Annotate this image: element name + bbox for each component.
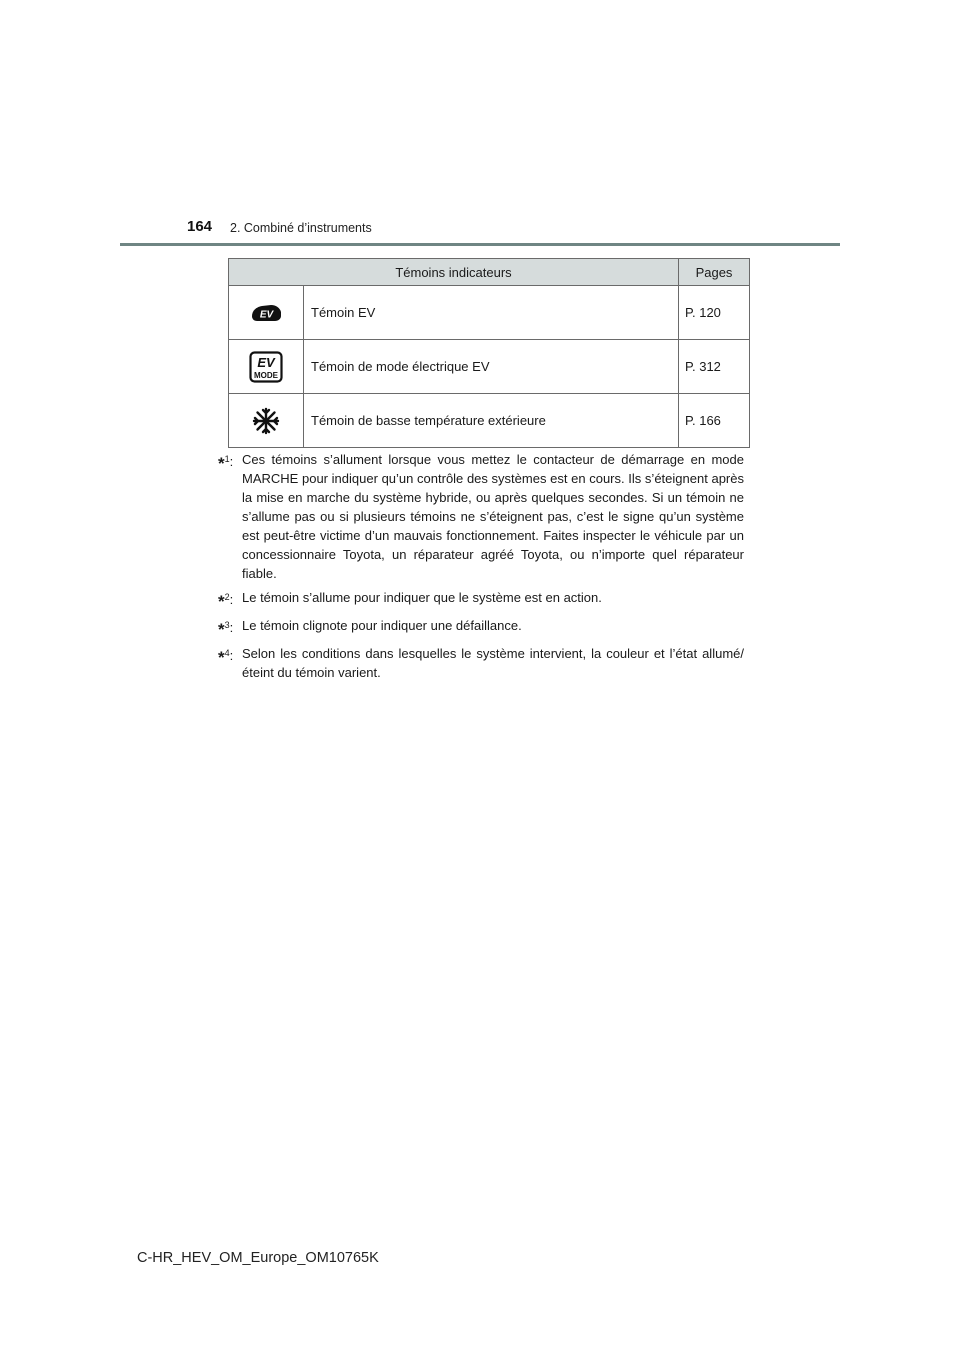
footnote-separator: :	[229, 454, 234, 469]
footnote-text: Le témoin s’allume pour indiquer que le système est en action.	[242, 590, 602, 605]
footnote-asterisk: *	[218, 620, 225, 639]
document-code: C-HR_HEV_OM_Europe_OM10765K	[137, 1250, 379, 1266]
footnote-asterisk: *	[218, 648, 225, 667]
indicator-table	[228, 258, 750, 448]
ev-mode-icon-text-ev: EV	[257, 354, 275, 370]
ev-indicator-icon	[249, 304, 283, 319]
indicator-label: Témoin de basse température extérieure	[304, 394, 679, 448]
footnote-text: Selon les conditions dans lesquelles le système intervient, la couleur et l’état allumé/éteint du témoin varient.	[242, 646, 744, 680]
indicator-label: Témoin EV	[304, 286, 679, 340]
ev-mode-indicator-icon	[249, 354, 283, 380]
footnote-number: 3	[224, 620, 230, 630]
footnote-asterisk: *	[218, 454, 225, 473]
footnote-number: 2	[224, 592, 230, 602]
section-title: 2. Combiné d’instruments	[230, 221, 372, 235]
footnote-3	[218, 616, 744, 639]
footnote-2	[218, 588, 744, 611]
snowflake-icon	[252, 412, 280, 427]
header-divider	[120, 243, 840, 246]
page-number: 164	[187, 218, 213, 235]
table-header-row	[229, 259, 750, 286]
footnote-text: Le témoin clignote pour indiquer une défaillance.	[242, 618, 522, 633]
footnote-number: 1	[224, 454, 230, 464]
ev-mode-icon-text-mode: MODE	[254, 370, 278, 380]
footnote-4	[218, 644, 744, 682]
footnotes	[218, 450, 744, 687]
column-header-pages: Pages	[679, 259, 750, 286]
footnote-text: Ces témoins s’allument lorsque vous mettez le contacteur de démarrage en mode MARCHE pour indiquer qu’un contrôle des systèmes est en cours. Ils s’éteignent après la mise en marche du système hybride, ou après quelques secondes. Si un témoin ne s’allume pas ou si plusieurs témoins ne s’éteignent pas, c’est le signe qu’un système est peut-être victime d’un mauvais fonctionnement. Faites inspecter le véhicule par un concessionnaire Toyota, un réparateur agréé Toyota, ou n’importe quel réparateur fiable.	[242, 452, 744, 581]
footnote-1	[218, 450, 744, 583]
indicator-label: Témoin de mode électrique EV	[304, 340, 679, 394]
column-header-indicators: Témoins indicateurs	[229, 259, 679, 286]
footnote-separator: :	[229, 648, 234, 663]
svg-text:EV: EV	[259, 309, 274, 320]
footnote-number: 4	[224, 648, 230, 658]
footnote-separator: :	[229, 620, 234, 635]
page-reference: P. 166	[679, 394, 750, 448]
footnote-separator: :	[229, 592, 234, 607]
table-row	[229, 394, 750, 448]
page-reference: P. 120	[679, 286, 750, 340]
table-row	[229, 340, 750, 394]
table-row	[229, 286, 750, 340]
footnote-asterisk: *	[218, 592, 225, 611]
page-reference: P. 312	[679, 340, 750, 394]
